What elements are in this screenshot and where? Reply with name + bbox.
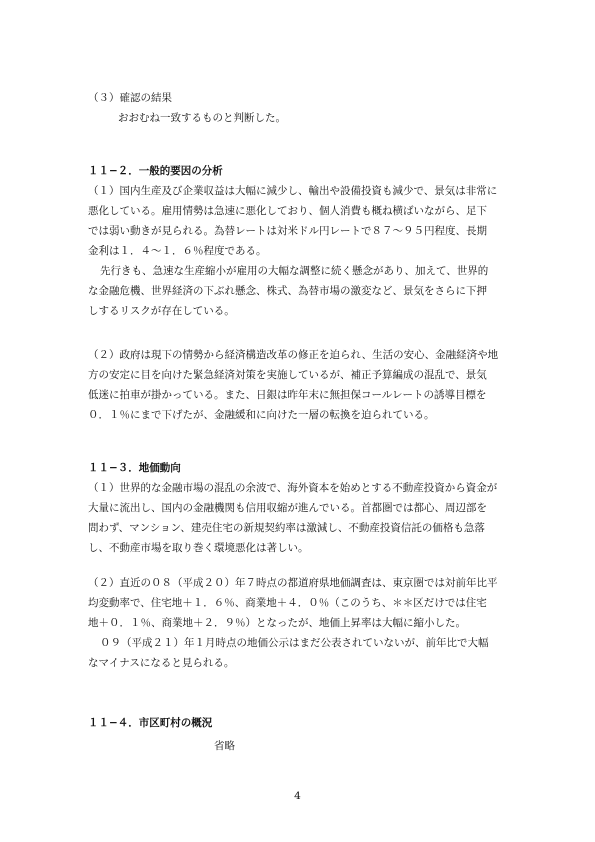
text-line: 先行きも、急速な生産縮小が雇用の大幅な調整に続く懸念があり、加えて、世界的 — [100, 265, 489, 277]
text-line: 方の安定に目を向けた緊急経済対策を実施しているが、補正予算編成の混乱で、景気 — [88, 369, 487, 381]
confirmation-title: （３）確認の結果 — [88, 92, 172, 104]
section-heading: １１−４．市区町村の概況 — [88, 717, 213, 729]
section-land-price-trends — [88, 458, 518, 558]
text-line: （１）国内生産及び企業収益は大幅に減少し、輸出や設備投資も減少で、景気は非常に — [88, 185, 498, 197]
section-municipal-overview — [88, 713, 518, 733]
text-line: なマイナスになると見られる。 — [88, 657, 235, 669]
paragraph — [88, 573, 518, 673]
omitted-note: 省略 — [214, 740, 235, 752]
text-line: 地＋０．１％、商業地＋２．９％）となったが、地価上昇率は大幅に縮小した。 — [88, 617, 466, 629]
paragraph — [88, 345, 518, 425]
text-line: な金融危機、世界経済の下ぶれ懸念、株式、為替市場の激変など、景気をさらに下押 — [88, 285, 487, 297]
text-line: 大量に流出し、国内の金融機関も信用収縮が進んでいる。首都圏では都心、周辺部を — [88, 502, 487, 514]
section-heading: １１−２．一般的要因の分析 — [88, 165, 223, 177]
page-number: 4 — [294, 790, 301, 802]
paragraph — [88, 261, 518, 321]
text-line: 悪化している。雇用情勢は急速に悪化しており、個人消費も概ね横ばいながら、足下 — [88, 205, 487, 217]
text-line: 均変動率で、住宅地＋１．６％、商業地＋４．０％（このうち、＊＊区だけでは住宅 — [88, 597, 487, 609]
section-general-factors — [88, 161, 518, 321]
text-line: では弱い動きが見られる。為替レートは対米ドル円レートで８７〜９５円程度、長期 — [88, 225, 487, 237]
text-line: （１）世界的な金融市場の混乱の余波で、海外資本を始めとする不動産投資から資金が — [88, 482, 498, 494]
text-line: 低迷に拍車が掛かっている。また、日銀は昨年末に無担保コールレートの誘導目標を — [88, 389, 487, 401]
text-line: ０．１％にまで下げたが、金融緩和に向けた一層の転換を迫られている。 — [88, 409, 435, 421]
text-line: （２）政府は現下の情勢から経済構造改革の修正を迫られ、生活の安心、金融経済や地 — [88, 349, 499, 361]
section-heading: １１−３．地価動向 — [88, 462, 181, 474]
paragraph — [88, 181, 518, 261]
text-line: 金利は１．４〜１．６％程度である。 — [88, 245, 267, 257]
text-line: しするリスクが存在している。 — [88, 305, 235, 317]
confirmation-section — [88, 88, 286, 128]
paragraph — [88, 478, 518, 558]
text-line: し、不動産市場を取り巻く環境悪化は著しい。 — [88, 542, 309, 554]
confirmation-body: おおむね一致するものと判断した。 — [118, 112, 286, 124]
text-line: 問わず、マンション、建売住宅の新規契約率は激減し、不動産投資信託の価格も急落 — [88, 522, 485, 534]
text-line: （２）直近の０８（平成２０）年７時点の都道府県地価調査は、東京圏では対前年比平 — [88, 577, 498, 589]
text-line: ０９（平成２１）年１月時点の地価公示はまだ公表されていないが、前年比で大幅 — [100, 637, 489, 649]
